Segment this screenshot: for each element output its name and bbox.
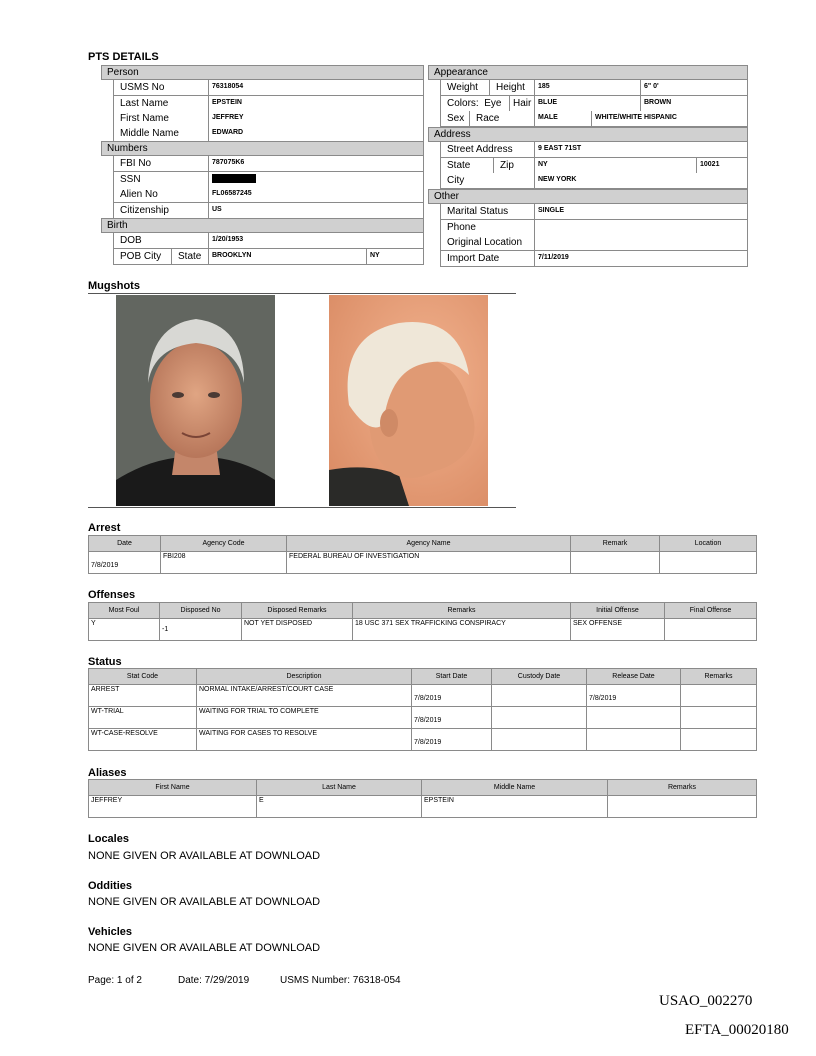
fbi-label: FBI No xyxy=(113,156,209,172)
efta-stamp: EFTA_00020180 xyxy=(685,1022,789,1038)
eye-value: BLUE xyxy=(535,96,641,112)
aliases-col-middle: Middle Name xyxy=(422,780,608,796)
dob-value: 1/20/1953 xyxy=(209,233,424,249)
status-description: WAITING FOR CASES TO RESOLVE xyxy=(199,730,317,737)
state-label: State xyxy=(440,158,494,174)
offenses-col-most-foul: Most Foul xyxy=(89,603,160,619)
status-start-date: 7/8/2019 xyxy=(414,717,442,724)
alias-middle: EPSTEIN xyxy=(424,797,454,804)
table-row xyxy=(89,685,757,707)
status-col-stat-code: Stat Code xyxy=(89,669,197,685)
middle-name-label: Middle Name xyxy=(113,126,209,142)
table-row xyxy=(89,707,757,729)
height-label: Height xyxy=(490,80,535,96)
status-start-date: 7/8/2019 xyxy=(414,739,442,746)
status-start-date: 7/8/2019 xyxy=(414,695,442,702)
mugshots-title: Mugshots xyxy=(88,280,140,292)
import-label: Import Date xyxy=(440,251,535,267)
phone-value xyxy=(535,220,748,236)
arrest-col-agency-name: Agency Name xyxy=(287,536,571,552)
pob-state-label: State xyxy=(172,249,209,265)
phone-label: Phone xyxy=(440,220,535,236)
oddities-text: NONE GIVEN OR AVAILABLE AT DOWNLOAD xyxy=(88,896,321,908)
orig-loc-value xyxy=(535,235,748,251)
height-value: 6" 0' xyxy=(641,80,748,96)
offense-disposed-no: -1 xyxy=(162,626,169,633)
table-row xyxy=(89,552,757,574)
fbi-value: 787075K6 xyxy=(209,156,424,172)
numbers-header: Numbers xyxy=(101,141,424,156)
other-header: Other xyxy=(428,189,748,204)
status-col-remarks: Remarks xyxy=(681,669,757,685)
status-stat-code: WT-CASE-RESOLVE xyxy=(91,730,158,737)
ssn-label: SSN xyxy=(113,172,209,188)
aliases-col-last: Last Name xyxy=(257,780,422,796)
arrest-agency-code: FBI208 xyxy=(163,553,186,560)
dob-label: DOB xyxy=(113,233,209,249)
locales-text: NONE GIVEN OR AVAILABLE AT DOWNLOAD xyxy=(88,850,321,862)
offense-disposed-remarks: NOT YET DISPOSED xyxy=(244,620,313,627)
mugshot-profile xyxy=(329,295,488,506)
status-description: WAITING FOR TRIAL TO COMPLETE xyxy=(199,708,319,715)
weight-label: Weight xyxy=(440,80,490,96)
middle-name-value: EDWARD xyxy=(209,126,424,142)
appearance-header: Appearance xyxy=(428,65,748,80)
address-header: Address xyxy=(428,127,748,142)
sex-label: Sex xyxy=(440,111,470,127)
marital-label: Marital Status xyxy=(440,204,535,220)
person-header: Person xyxy=(101,65,424,80)
arrest-col-agency-code: Agency Code xyxy=(161,536,287,552)
alien-label: Alien No xyxy=(113,187,209,203)
race-value: WHITE/WHITE HISPANIC xyxy=(592,111,748,127)
offenses-col-disposed-no: Disposed No xyxy=(160,603,242,619)
marital-value: SINGLE xyxy=(535,204,748,220)
mugshots-bottom-rule xyxy=(88,507,516,508)
hair-value: BROWN xyxy=(641,96,748,112)
offenses-col-disposed-remarks: Disposed Remarks xyxy=(242,603,353,619)
offense-most-foul: Y xyxy=(91,620,96,627)
zip-value: 10021 xyxy=(697,158,748,174)
arrest-title: Arrest xyxy=(88,522,121,534)
arrest-table xyxy=(88,535,757,574)
arrest-date: 7/8/2019 xyxy=(91,562,119,569)
weight-value: 185 xyxy=(535,80,641,96)
offenses-col-final: Final Offense xyxy=(665,603,757,619)
sex-value: MALE xyxy=(535,111,592,127)
hair-label: Hair xyxy=(510,96,535,112)
alias-first: JEFFREY xyxy=(91,797,123,804)
street-label: Street Address xyxy=(440,142,535,158)
status-col-release-date: Release Date xyxy=(587,669,681,685)
ssn-value xyxy=(209,172,424,188)
status-col-start-date: Start Date xyxy=(412,669,492,685)
orig-loc-label: Original Location xyxy=(440,235,535,251)
last-name-value: EPSTEIN xyxy=(209,96,424,112)
last-name-label: Last Name xyxy=(113,96,209,112)
arrest-agency-name: FEDERAL BUREAU OF INVESTIGATION xyxy=(289,553,420,560)
status-stat-code: WT-TRIAL xyxy=(91,708,124,715)
street-value: 9 EAST 71ST xyxy=(535,142,748,158)
table-row xyxy=(89,796,757,818)
offenses-title: Offenses xyxy=(88,589,136,601)
zip-label: Zip xyxy=(494,158,535,174)
offenses-col-remarks: Remarks xyxy=(353,603,571,619)
aliases-col-remarks: Remarks xyxy=(608,780,757,796)
status-release-date: 7/8/2019 xyxy=(589,695,617,702)
footer-page: Page: 1 of 2 xyxy=(88,975,142,986)
locales-title: Locales xyxy=(88,833,129,845)
status-col-custody-date: Custody Date xyxy=(492,669,587,685)
mugshots-top-rule xyxy=(88,293,516,294)
pob-city-value: BROOKLYN xyxy=(209,249,367,265)
usms-label: USMS No xyxy=(113,80,209,96)
aliases-table xyxy=(88,779,757,818)
eye-label: Eye xyxy=(484,98,502,109)
import-value: 7/11/2019 xyxy=(535,251,748,267)
arrest-col-remark: Remark xyxy=(571,536,660,552)
citizenship-value: US xyxy=(209,203,424,219)
table-row xyxy=(89,729,757,751)
aliases-title: Aliases xyxy=(88,767,127,779)
page-title: PTS DETAILS xyxy=(88,51,159,63)
citizenship-label: Citizenship xyxy=(113,203,209,219)
ssn-redaction xyxy=(212,174,256,183)
colors-label: Colors: xyxy=(447,98,479,109)
vehicles-title: Vehicles xyxy=(88,926,133,938)
city-value: NEW YORK xyxy=(535,173,748,189)
usao-stamp: USAO_002270 xyxy=(659,993,753,1009)
city-label: City xyxy=(440,173,535,189)
state-value: NY xyxy=(535,158,697,174)
pob-state-value: NY xyxy=(367,249,424,265)
status-title: Status xyxy=(88,656,122,668)
alien-value: FL06587245 xyxy=(209,187,424,203)
oddities-title: Oddities xyxy=(88,880,133,892)
race-label: Race xyxy=(470,111,535,127)
first-name-label: First Name xyxy=(113,111,209,127)
status-col-description: Description xyxy=(197,669,412,685)
offenses-table xyxy=(88,602,757,641)
usms-value: 76318054 xyxy=(209,80,424,96)
birth-header: Birth xyxy=(101,218,424,233)
arrest-col-date: Date xyxy=(89,536,161,552)
colors-eye-label xyxy=(440,96,510,112)
pob-city-label: POB City xyxy=(113,249,172,265)
aliases-col-first: First Name xyxy=(89,780,257,796)
status-description: NORMAL INTAKE/ARREST/COURT CASE xyxy=(199,686,334,693)
offense-initial: SEX OFFENSE xyxy=(573,620,623,627)
footer-date: Date: 7/29/2019 xyxy=(178,975,250,986)
table-row xyxy=(89,619,757,641)
mugshot-front xyxy=(116,295,275,506)
arrest-col-location: Location xyxy=(660,536,757,552)
vehicles-text: NONE GIVEN OR AVAILABLE AT DOWNLOAD xyxy=(88,942,321,954)
status-table xyxy=(88,668,757,751)
offense-remarks: 18 USC 371 SEX TRAFFICKING CONSPIRACY xyxy=(355,620,506,627)
first-name-value: JEFFREY xyxy=(209,111,424,127)
footer-usms: USMS Number: 76318-054 xyxy=(280,975,401,986)
alias-last: E xyxy=(259,797,264,804)
offenses-col-initial: Initial Offense xyxy=(571,603,665,619)
status-stat-code: ARREST xyxy=(91,686,120,693)
